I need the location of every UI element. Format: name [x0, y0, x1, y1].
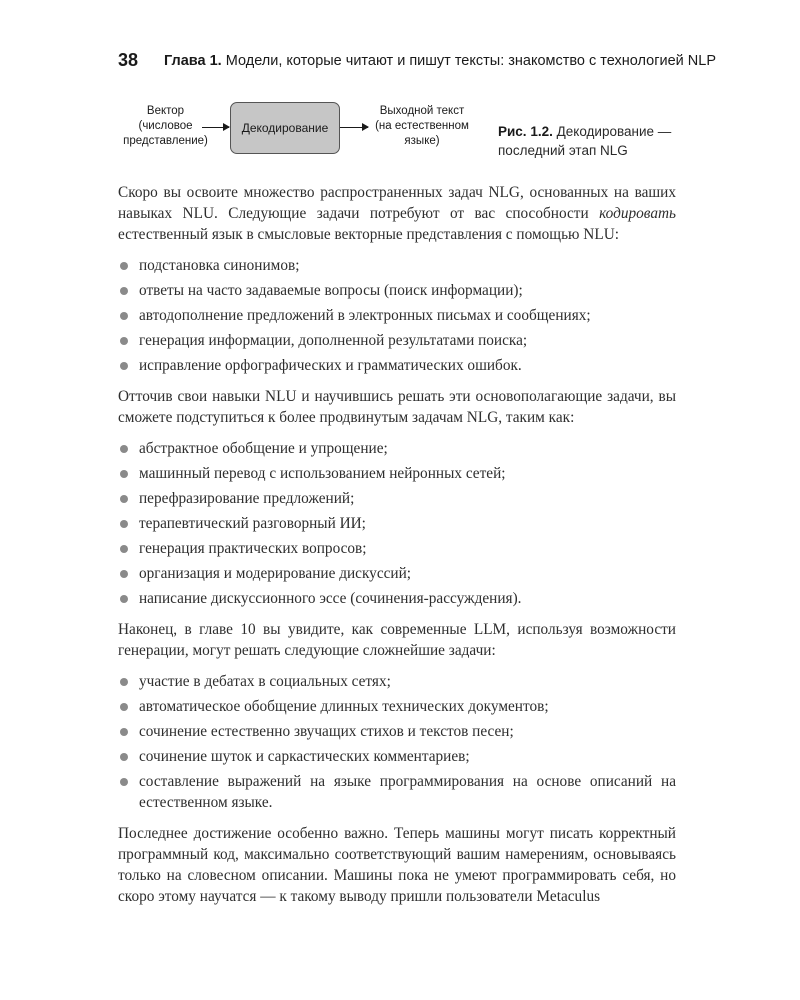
list-item: машинный перевод с использованием нейронных сетей;	[118, 463, 676, 484]
bullet-icon	[120, 545, 128, 553]
list-item: участие в дебатах в социальных сетях;	[118, 671, 676, 692]
bullet-icon	[120, 753, 128, 761]
bullet-icon	[120, 287, 128, 295]
list-item: написание дискуссионного эссе (сочинения-рассуждения).	[118, 588, 676, 609]
list-item: сочинение естественно звучащих стихов и текстов песен;	[118, 721, 676, 742]
list-item: ответы на часто задаваемые вопросы (поиск информации);	[118, 280, 676, 301]
caption-text: Декодирование — последний этап NLG	[498, 124, 672, 158]
emphasis: кодировать	[599, 205, 676, 222]
bullet-list	[118, 671, 676, 813]
bullet-icon	[120, 337, 128, 345]
decoding-box: Декодирование	[230, 102, 340, 154]
bullet-icon	[120, 778, 128, 786]
bullet-icon	[120, 470, 128, 478]
list-item: исправление орфографических и грамматических ошибок.	[118, 355, 676, 376]
chapter-label: Глава 1.	[164, 53, 222, 69]
bullet-icon	[120, 262, 128, 270]
bullet-icon	[120, 362, 128, 370]
list-item: составление выражений на языке программирования на основе описаний на естественном языке.	[118, 771, 676, 813]
page-body	[118, 182, 676, 917]
bullet-icon	[120, 703, 128, 711]
list-item: перефразирование предложений;	[118, 488, 676, 509]
paragraph: Отточив свои навыки NLU и научившись решать эти основополагающие задачи, вы сможете подступиться к более продвинутым задачам NLG, таким как:	[118, 388, 676, 426]
arrow-right-icon	[340, 127, 368, 128]
list-item: терапевтический разговорный ИИ;	[118, 513, 676, 534]
bullet-icon	[120, 312, 128, 320]
list-item: абстрактное обобщение и упрощение;	[118, 438, 676, 459]
page-number: 38	[118, 50, 139, 70]
list-item: автоматическое обобщение длинных технических документов;	[118, 696, 676, 717]
bullet-icon	[120, 520, 128, 528]
figure-caption	[498, 122, 688, 160]
paragraph: Последнее достижение особенно важно. Теперь машины могут писать корректный программный код, максимально соответствующий вашим намерениям, основываясь только на словесном описании. Машины пока не умеют программировать себя, но скоро этому научатся — к такому выводу пришли пользователи Metaculus	[118, 825, 676, 905]
running-header	[118, 50, 717, 71]
diagram-output-label: Выходной текст (на естественном языке)	[375, 105, 469, 147]
bullet-icon	[120, 495, 128, 503]
list-item: генерация практических вопросов;	[118, 538, 676, 559]
bullet-icon	[120, 595, 128, 603]
list-item: генерация информации, дополненной результатами поиска;	[118, 330, 676, 351]
arrow-right-icon	[202, 127, 229, 128]
paragraph: Наконец, в главе 10 вы увидите, как современные LLM, используя возможности генерации, могут решать следующие сложнейшие задачи:	[118, 621, 676, 659]
diagram-input-label: Вектор (числовое представление)	[123, 105, 208, 147]
list-item: организация и модерирование дискуссий;	[118, 563, 676, 584]
caption-label: Рис. 1.2.	[498, 124, 553, 139]
bullet-icon	[120, 570, 128, 578]
list-item: подстановка синонимов;	[118, 255, 676, 276]
list-item: автодополнение предложений в электронных письмах и сообщениях;	[118, 305, 676, 326]
bullet-list	[118, 255, 676, 376]
bullet-icon	[120, 728, 128, 736]
chapter-title: Модели, которые читают и пишут тексты: знакомство с технологией NLP	[225, 53, 717, 69]
list-item: сочинение шуток и саркастических комментариев;	[118, 746, 676, 767]
paragraph: Скоро вы освоите множество распространенных задач NLG, основанных на ваших навыках NLU. Следующие задачи потребуют от вас способности кодировать естественный язык в смысловые векторные представления с помощью NLU:	[118, 184, 676, 243]
bullet-icon	[120, 678, 128, 686]
bullet-icon	[120, 445, 128, 453]
bullet-list	[118, 438, 676, 609]
